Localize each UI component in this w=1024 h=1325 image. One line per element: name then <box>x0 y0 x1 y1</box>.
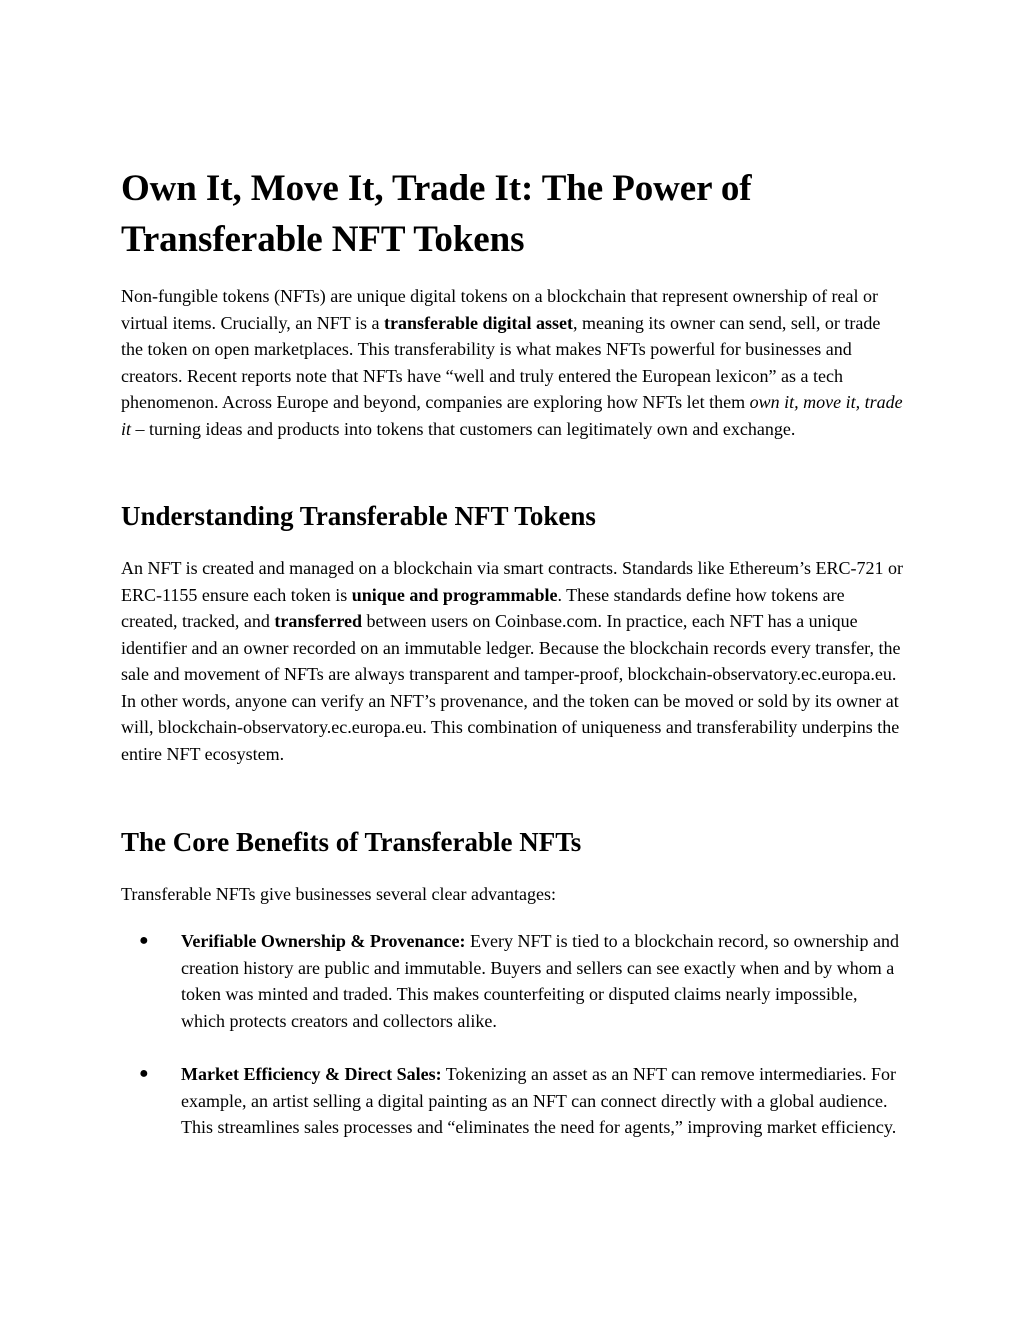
intro-text-2: , meaning its owner can send, sell, or trade the token on open marketplaces. This transferability is what makes NFTs powerful for businesses and creators. Recent reports note that NFTs have “well and truly entered the European lexicon” as a tech phenomenon. Across Europe and beyond, companies are exploring how NFTs let them <box>121 312 881 412</box>
benefits-lead-paragraph: Transferable NFTs give businesses several clear advantages: <box>121 884 556 904</box>
intro-text-3: – turning ideas and products into tokens that customers can legitimately own and exchange. <box>131 418 796 439</box>
section-heading-benefits: The Core Benefits of Transferable NFTs <box>121 827 582 857</box>
intro-text-1: Non-fungible tokens (NFTs) are unique digital tokens on a blockchain that represent ownership of real or virtual items. Crucially, an NFT is a <box>121 286 879 333</box>
list-item-text <box>181 928 903 1034</box>
understanding-paragraph <box>121 555 903 767</box>
document-title: Own It, Move It, Trade It: The Power of Transferable NFT Tokens <box>121 168 752 260</box>
section-heading-understanding: Understanding Transferable NFT Tokens <box>121 501 596 531</box>
list-item-body: Every NFT is tied to a blockchain record, so ownership and creation history are public and immutable. Buyers and sellers can see exactly when and by whom a token was minted and traded. This makes counterfeiting or disputed claims nearly impossible, which protects creators and collectors alike. <box>181 931 900 1031</box>
list-item-label: Verifiable Ownership & Provenance: <box>181 931 466 951</box>
intro-paragraph <box>121 283 903 442</box>
understanding-bold-1: unique and programmable <box>351 584 558 605</box>
intro-italic-1: own it, move it, trade it <box>121 392 903 439</box>
list-item-label: Market Efficiency & Direct Sales: <box>181 1064 442 1084</box>
list-item-text <box>181 1061 903 1141</box>
bullet-marker: ● <box>139 932 149 949</box>
bullet-marker: ● <box>139 1065 149 1082</box>
understanding-text-1: An NFT is created and managed on a blockchain via smart contracts. Standards like Ethereum’s ERC-721 or ERC-1155 ensure each token is <box>121 558 903 605</box>
intro-bold-1: transferable digital asset <box>383 312 573 333</box>
understanding-text-3: between users on Coinbase.com. In practice, each NFT has a unique identifier and an owner recorded on an immutable ledger. Because the blockchain records every transfer, the sale and movement of NFTs are always transparent and tamper-proof, blockchain-observatory.ec.europa.eu. In other words, anyone can verify an NFT’s provenance, and the token can be moved or sold by its owner at will, blockchain-observatory.ec.europa.eu. This combination of uniqueness and transferability underpins the entire NFT ecosystem. <box>121 611 901 764</box>
understanding-bold-2: transferred <box>274 611 363 631</box>
understanding-text-2: . These standards define how tokens are created, tracked, and <box>121 584 845 631</box>
list-item-body: Tokenizing an asset as an NFT can remove intermediaries. For example, an artist selling a digital painting as an NFT can connect directly with a global audience. This streamlines sales processes and “eliminates the need for agents,” improving market efficiency. <box>181 1064 897 1137</box>
